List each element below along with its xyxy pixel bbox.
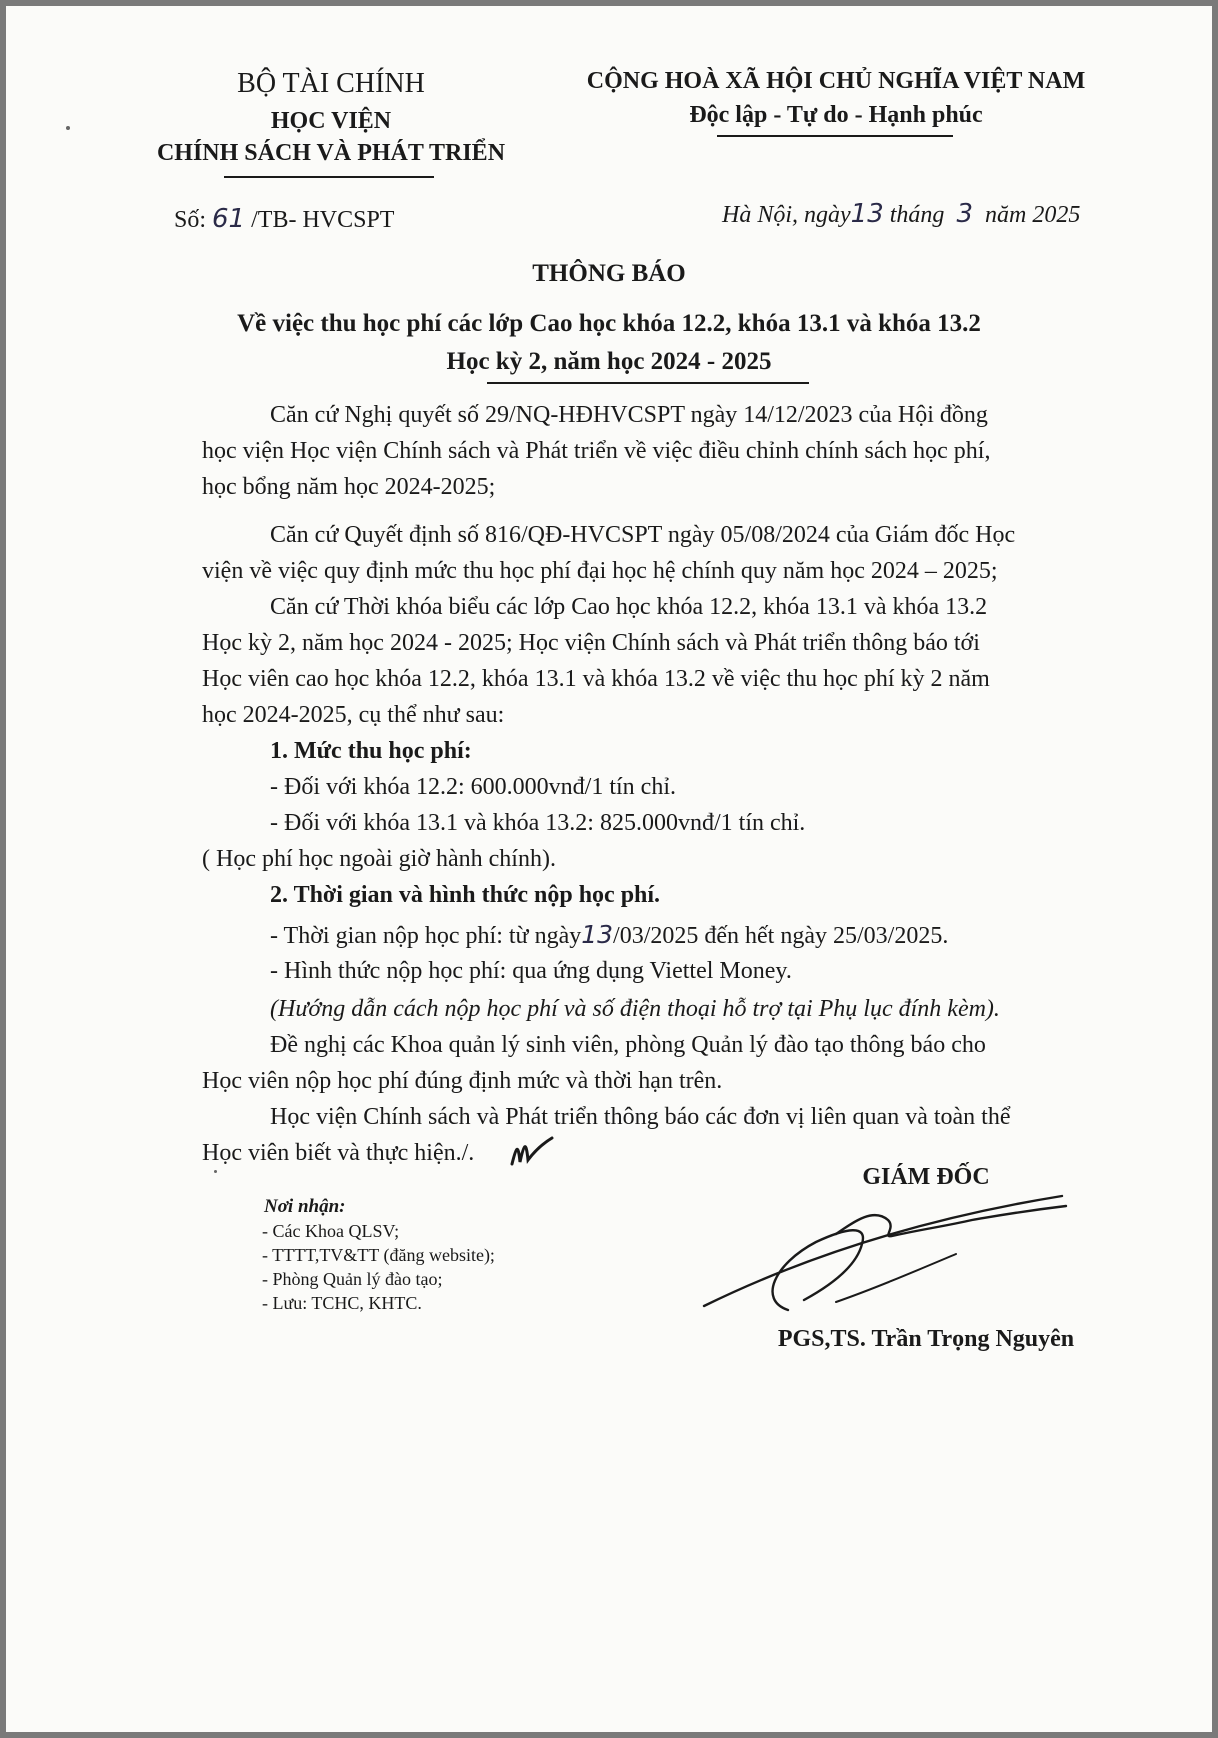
section-2-heading: 2. Thời gian và hình thức nộp học phí. — [270, 882, 661, 908]
ref-number-handwritten: 61 — [212, 204, 246, 234]
paragraph-4-line1: Đề nghị các Khoa quản lý sinh viên, phòng Quản lý đào tạo thông báo cho — [270, 1032, 986, 1058]
institute-underline — [224, 176, 434, 178]
paragraph-2-line2: viện về việc quy định mức thu học phí đại học hệ chính quy năm học 2024 – 2025; — [202, 558, 998, 584]
motto-underline — [717, 135, 953, 137]
recipient-item: - TTTT,TV&TT (đăng website); — [262, 1245, 495, 1265]
paragraph-1-line1: Căn cứ Nghị quyết số 29/NQ-HĐHVCSPT ngày 14/12/2023 của Hội đồng — [270, 402, 988, 428]
document-page — [6, 6, 1212, 1732]
document-type: THÔNG BÁO — [532, 260, 686, 287]
section-1-note: ( Học phí học ngoài giờ hành chính). — [202, 846, 556, 872]
section-1-item1: - Đối với khóa 12.2: 600.000vnđ/1 tín chỉ. — [270, 774, 676, 800]
institute-name-line1: HỌC VIỆN — [270, 108, 392, 134]
paragraph-4-line2: Học viên nộp học phí đúng định mức và thời hạn trên. — [202, 1068, 723, 1094]
paragraph-3-line1: Căn cứ Thời khóa biểu các lớp Cao học khóa 12.2, khóa 13.1 và khóa 13.2 — [270, 594, 988, 620]
section-2-item1 — [270, 920, 948, 950]
paragraph-3-line2: Học kỳ 2, năm học 2024 - 2025; Học viện Chính sách và Phát triển thông báo tới — [202, 630, 980, 656]
recipient-item: - Lưu: TCHC, KHTC. — [262, 1293, 422, 1313]
signer-name: PGS,TS. Trần Trọng Nguyên — [777, 1326, 1075, 1352]
scan-speck — [214, 1170, 217, 1173]
subject-line2: Học kỳ 2, năm học 2024 - 2025 — [446, 348, 772, 375]
ref-suffix: /TB- HVCSPT — [251, 207, 395, 233]
subject-underline — [487, 382, 809, 384]
date-part1: Hà Nội, ngày — [722, 202, 851, 228]
paragraph-5-line1: Học viện Chính sách và Phát triển thông báo các đơn vị liên quan và toàn thể — [270, 1104, 1011, 1130]
paragraph-3-line3: Học viên cao học khóa 12.2, khóa 13.1 và khóa 13.2 về việc thu học phí kỳ 2 năm — [202, 666, 990, 692]
paragraph-5-line2: Học viên biết và thực hiện./. — [202, 1140, 475, 1166]
section-2-item2: - Hình thức nộp học phí: qua ứng dụng Viettel Money. — [270, 958, 792, 984]
paragraph-1-line3: học bổng năm học 2024-2025; — [202, 474, 496, 500]
date-part2: tháng — [889, 202, 945, 228]
date-day-handwritten: 13 — [850, 199, 884, 229]
issue-date — [722, 199, 1080, 229]
ministry-name: BỘ TÀI CHÍNH — [237, 68, 425, 99]
reference-number — [174, 204, 394, 234]
recipient-item: - Phòng Quản lý đào tạo; — [262, 1269, 443, 1289]
payment-period-suffix: /03/2025 đến hết ngày 25/03/2025. — [613, 923, 949, 949]
country-name: CỘNG HOÀ XÃ HỘI CHỦ NGHĨA VIỆT NAM — [586, 68, 1086, 94]
paragraph-2-line1: Căn cứ Quyết định số 816/QĐ-HVCSPT ngày 05/08/2024 của Giám đốc Học — [270, 522, 1016, 548]
paragraph-1-line2: học viện Học viện Chính sách và Phát triển về việc điều chỉnh chính sách học phí, — [202, 438, 991, 464]
subject-line1: Về việc thu học phí các lớp Cao học khóa 12.2, khóa 13.1 và khóa 13.2 — [237, 310, 981, 337]
payment-start-day-handwritten: 13 — [581, 920, 614, 949]
signer-title: GIÁM ĐỐC — [862, 1164, 990, 1190]
scan-speck — [66, 126, 70, 130]
payment-period-prefix: - Thời gian nộp học phí: từ ngày — [270, 923, 582, 949]
signature-icon — [696, 1190, 1076, 1316]
initials-mark-icon — [508, 1134, 554, 1170]
institute-name-line2: CHÍNH SÁCH VÀ PHÁT TRIỂN — [156, 140, 506, 166]
date-part3: năm 2025 — [984, 202, 1081, 228]
date-month-handwritten: 3 — [956, 199, 973, 229]
national-motto: Độc lập - Tự do - Hạnh phúc — [689, 102, 983, 128]
recipient-item: - Các Khoa QLSV; — [262, 1221, 400, 1241]
section-1-heading: 1. Mức thu học phí: — [270, 738, 472, 764]
paragraph-3-line4: học 2024-2025, cụ thể như sau: — [202, 702, 505, 728]
recipients-heading: Nơi nhận: — [264, 1196, 346, 1217]
section-2-guide: (Hướng dẫn cách nộp học phí và số điện thoại hỗ trợ tại Phụ lục đính kèm). — [270, 996, 1000, 1022]
ref-prefix: Số: — [174, 207, 207, 233]
section-1-item2: - Đối với khóa 13.1 và khóa 13.2: 825.000vnđ/1 tín chỉ. — [270, 810, 806, 836]
